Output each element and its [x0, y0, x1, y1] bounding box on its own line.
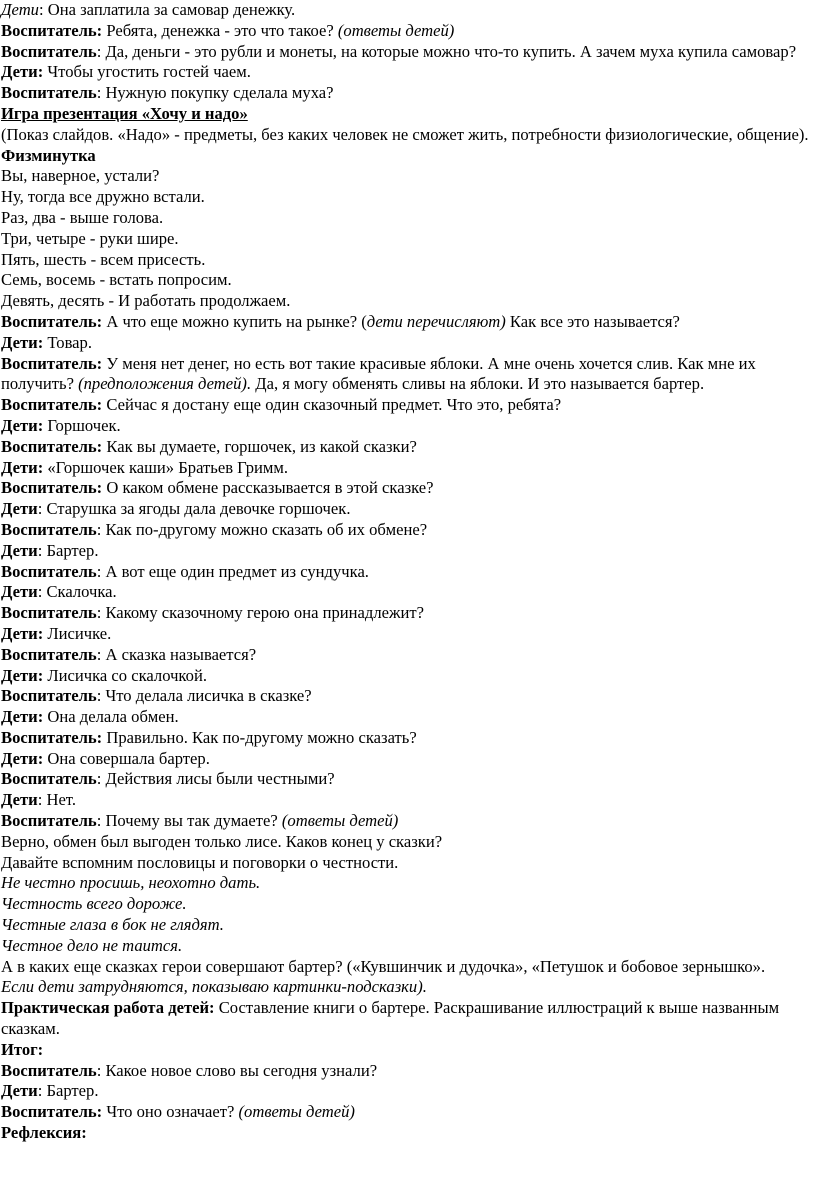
- paragraph: [1, 686, 816, 707]
- text-run: Она совершала бартер.: [43, 748, 210, 768]
- text-run: Ну, тогда все дружно встали.: [1, 187, 205, 207]
- paragraph: [1, 208, 816, 229]
- paragraph: [1, 1061, 816, 1082]
- paragraph: [1, 42, 816, 63]
- text-run: Дети: [1, 499, 38, 519]
- text-run: Дети: [1, 540, 38, 560]
- paragraph: [1, 250, 816, 271]
- text-run: Как все это называется?: [505, 311, 680, 331]
- paragraph: [1, 437, 816, 458]
- paragraph: [1, 977, 816, 998]
- paragraph: [1, 291, 816, 312]
- paragraph: [1, 769, 816, 790]
- paragraph: [1, 749, 816, 770]
- text-run: Пять, шесть - всем присесть.: [1, 249, 206, 269]
- text-run: : Нет.: [37, 790, 76, 810]
- text-run: Ребята, денежка - это что такое?: [102, 20, 338, 40]
- paragraph: [1, 62, 816, 83]
- text-run: Воспитатель: [1, 519, 97, 539]
- paragraph: [1, 499, 816, 520]
- text-run: : Что делала лисичка в сказке?: [96, 686, 312, 706]
- text-run: (ответы детей): [281, 811, 399, 831]
- paragraph: [1, 728, 816, 749]
- text-run: Рефлексия:: [1, 1123, 87, 1143]
- paragraph: [1, 582, 816, 603]
- paragraph: [1, 707, 816, 728]
- paragraph: [1, 811, 816, 832]
- paragraph: [1, 790, 816, 811]
- text-run: Воспитатель:: [1, 395, 103, 415]
- text-run: Чтобы угостить гостей чаем.: [43, 62, 251, 82]
- paragraph: [1, 998, 816, 1040]
- text-run: Воспитатель: [1, 83, 97, 103]
- text-run: О каком обмене рассказывается в этой сказке?: [102, 478, 434, 498]
- text-run: Воспитатель:: [1, 20, 103, 40]
- text-run: (предположения детей).: [78, 374, 252, 394]
- text-run: Дети: [1, 0, 39, 19]
- paragraph: [1, 83, 816, 104]
- paragraph: [1, 416, 816, 437]
- paragraph: [1, 1123, 816, 1144]
- text-run: : А сказка называется?: [96, 644, 257, 664]
- text-run: Раз, два - выше голова.: [1, 207, 164, 227]
- text-run: : Она заплатила за самовар денежку.: [38, 0, 296, 19]
- text-run: Товар.: [43, 332, 92, 352]
- paragraph: [1, 478, 816, 499]
- text-run: Воспитатель:: [1, 311, 103, 331]
- text-run: Верно, обмен был выгоден только лисе. Каков конец у сказки?: [1, 831, 443, 851]
- text-run: Дети:: [1, 707, 44, 727]
- paragraph: [1, 166, 816, 187]
- text-run: Составление книги о бартере. Раскрашивание иллюстраций к выше названным сказкам.: [1, 998, 780, 1039]
- paragraph: [1, 645, 816, 666]
- text-run: (Показ слайдов. «Надо» - предметы, без каких человек не сможет жить, потребности физиологические, общение).: [1, 124, 809, 144]
- text-run: Дети:: [1, 665, 44, 685]
- text-run: Три, четыре - руки шире.: [1, 228, 179, 248]
- text-run: : Нужную покупку сделала муха?: [96, 83, 334, 103]
- text-run: Дети:: [1, 415, 44, 435]
- text-run: Воспитатель: [1, 686, 97, 706]
- text-run: «Горшочек каши» Братьев Гримм.: [43, 457, 289, 477]
- text-run: Лисичка со скалочкой.: [43, 665, 207, 685]
- paragraph: [1, 936, 816, 957]
- text-run: Физминутка: [1, 145, 96, 165]
- paragraph: [1, 624, 816, 645]
- text-run: Воспитатель: [1, 41, 97, 61]
- paragraph: [1, 229, 816, 250]
- text-run: Дети: [1, 1081, 38, 1101]
- text-run: : Да, деньги - это рубли и монеты, на которые можно что-то купить. А зачем муха купила самовар?: [96, 41, 797, 61]
- text-run: Воспитатель: [1, 769, 97, 789]
- text-run: Дети:: [1, 332, 44, 352]
- paragraph: [1, 832, 816, 853]
- text-run: : Бартер.: [37, 540, 99, 560]
- text-run: Честные глаза в бок не глядят.: [1, 915, 224, 935]
- text-run: : Скалочка.: [37, 582, 117, 602]
- text-run: Честное дело не таится.: [1, 935, 183, 955]
- text-run: Дети:: [1, 457, 44, 477]
- paragraph: [1, 894, 816, 915]
- paragraph: [1, 395, 816, 416]
- text-run: : А вот еще один предмет из сундучка.: [96, 561, 369, 581]
- text-run: Дети: [1, 790, 38, 810]
- text-run: А что еще можно купить на рынке? (: [102, 311, 367, 331]
- paragraph: [1, 1040, 816, 1061]
- text-run: Воспитатель:: [1, 1102, 103, 1122]
- text-run: Правильно. Как по-другому можно сказать?: [102, 727, 417, 747]
- text-run: Итог:: [1, 1039, 44, 1059]
- text-run: Воспитатель: [1, 644, 97, 664]
- paragraph: [1, 873, 816, 894]
- text-run: (ответы детей): [337, 20, 455, 40]
- text-run: Практическая работа детей:: [1, 998, 215, 1018]
- text-run: Лисичке.: [43, 623, 112, 643]
- text-run: : Старушка за ягоды дала девочке горшочек.: [37, 499, 351, 519]
- text-run: Девять, десять - И работать продолжаем.: [1, 291, 291, 311]
- paragraph: [1, 146, 816, 167]
- text-run: Воспитатель:: [1, 353, 103, 373]
- paragraph: [1, 270, 816, 291]
- text-run: Семь, восемь - встать попросим.: [1, 270, 232, 290]
- paragraph: [1, 666, 816, 687]
- text-run: Дети:: [1, 62, 44, 82]
- text-run: Давайте вспомним пословицы и поговорки о честности.: [1, 852, 399, 872]
- text-run: Не честно просишь, неохотно дать.: [1, 873, 261, 893]
- text-run: А в каких еще сказках герои совершают бартер? («Кувшинчик и дудочка», «Петушок и бобовое зернышко».: [1, 956, 766, 976]
- paragraph: [1, 1081, 816, 1102]
- text-run: Честность всего дороже.: [1, 894, 187, 914]
- text-run: Воспитатель:: [1, 727, 103, 747]
- paragraph: [1, 562, 816, 583]
- text-run: : Какое новое слово вы сегодня узнали?: [96, 1060, 378, 1080]
- text-run: Да, я могу обменять сливы на яблоки. И это называется бартер.: [251, 374, 705, 394]
- text-run: : Бартер.: [37, 1081, 99, 1101]
- text-run: Воспитатель:: [1, 478, 103, 498]
- paragraph: [1, 354, 816, 396]
- paragraph: [1, 333, 816, 354]
- paragraph: [1, 0, 816, 21]
- text-run: Дети:: [1, 623, 44, 643]
- paragraph: [1, 520, 816, 541]
- text-run: Воспитатель: [1, 603, 97, 623]
- text-run: Дети:: [1, 748, 44, 768]
- text-run: Что оно означает?: [102, 1102, 239, 1122]
- text-run: Горшочек.: [43, 415, 121, 435]
- text-run: Воспитатель: [1, 561, 97, 581]
- paragraph: [1, 957, 816, 978]
- paragraph: [1, 603, 816, 624]
- text-run: : Почему вы так думаете?: [96, 811, 282, 831]
- text-run: дети перечисляют): [366, 311, 506, 331]
- text-run: Если дети затрудняются, показываю картинки-подсказки).: [1, 977, 427, 997]
- text-run: Она делала обмен.: [43, 707, 179, 727]
- paragraph: [1, 125, 816, 146]
- paragraph: [1, 915, 816, 936]
- text-run: Воспитатель:: [1, 436, 103, 456]
- paragraph: [1, 187, 816, 208]
- paragraph: [1, 312, 816, 333]
- text-run: Воспитатель: [1, 811, 97, 831]
- text-run: Игра презентация «Хочу и надо»: [1, 103, 248, 123]
- text-run: : Действия лисы были честными?: [96, 769, 335, 789]
- text-run: Воспитатель: [1, 1060, 97, 1080]
- paragraph: [1, 21, 816, 42]
- text-run: Дети: [1, 582, 38, 602]
- text-run: Вы, наверное, устали?: [1, 166, 160, 186]
- text-run: У меня нет денег, но есть вот такие красивые яблоки. А мне очень хочется слив. Как мне их получить?: [1, 353, 756, 394]
- text-run: (ответы детей): [238, 1102, 355, 1122]
- paragraph: [1, 853, 816, 874]
- paragraph: [1, 1102, 816, 1123]
- text-run: : Какому сказочному герою она принадлежит?: [96, 603, 424, 623]
- text-run: Как вы думаете, горшочек, из какой сказки?: [102, 436, 417, 456]
- paragraph: [1, 104, 816, 125]
- paragraph: [1, 458, 816, 479]
- paragraph: [1, 541, 816, 562]
- text-run: : Как по-другому можно сказать об их обмене?: [96, 519, 428, 539]
- text-run: Сейчас я достану еще один сказочный предмет. Что это, ребята?: [102, 395, 562, 415]
